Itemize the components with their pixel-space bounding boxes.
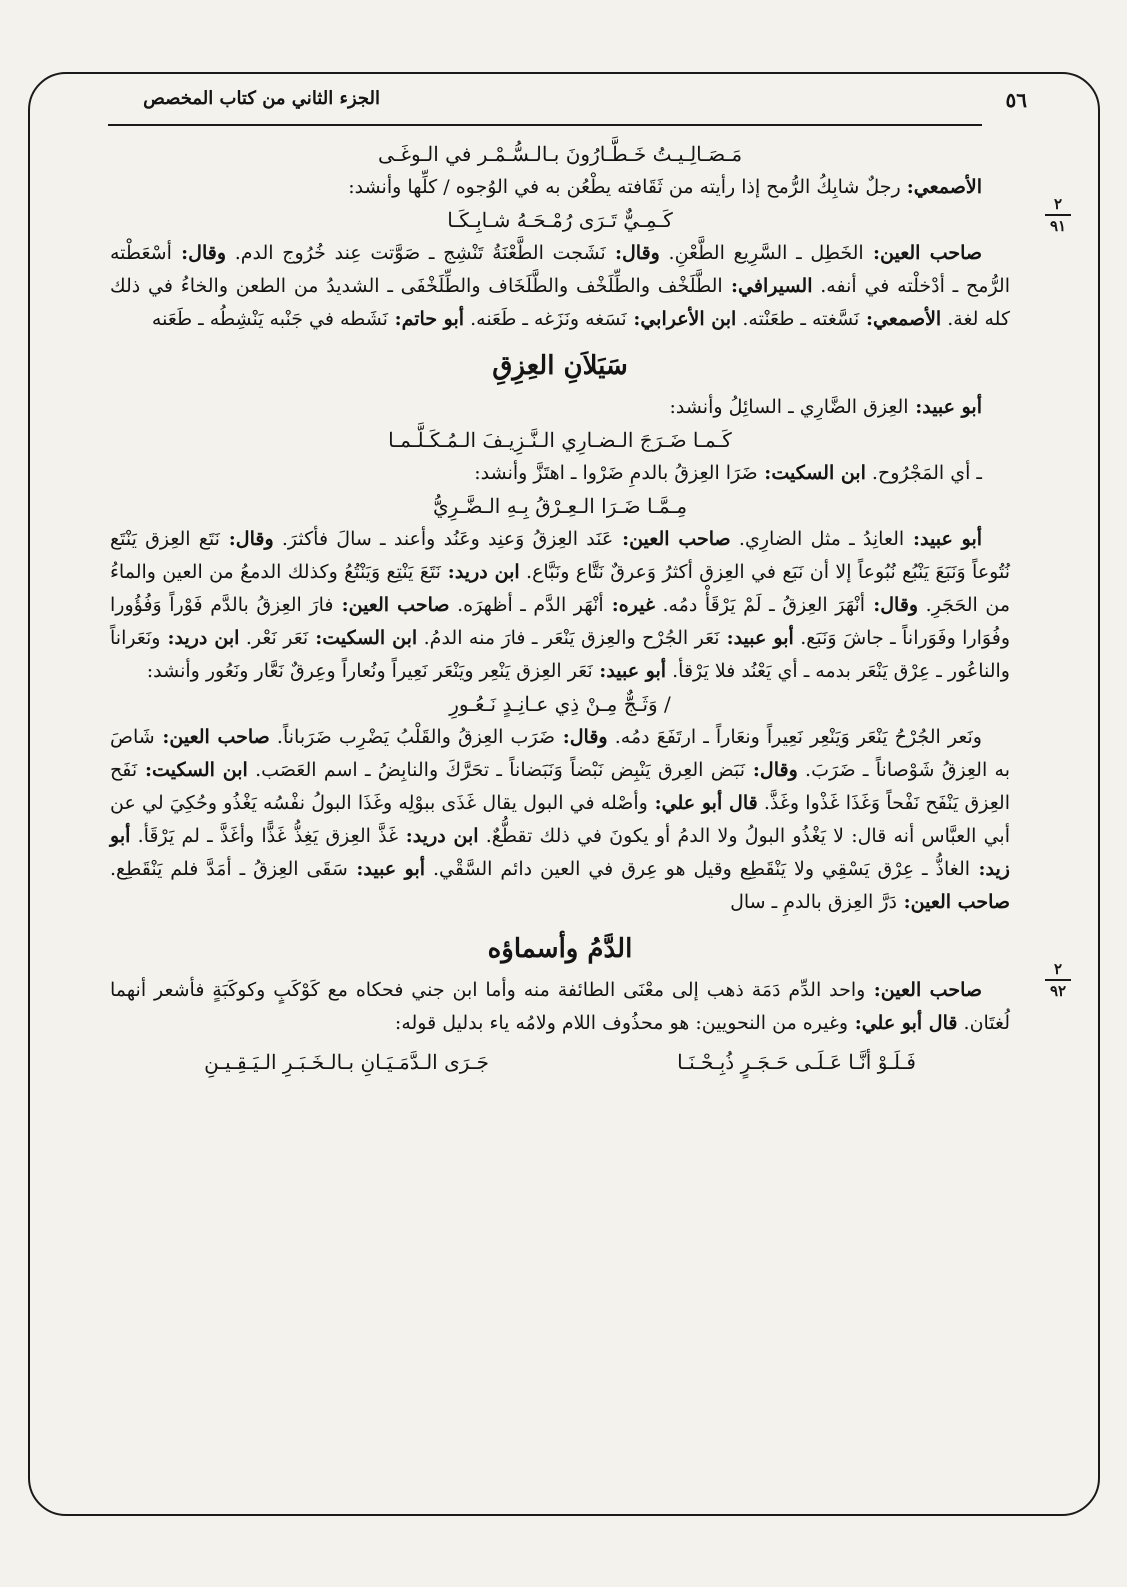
speaker-label: غيره: xyxy=(603,594,655,616)
paragraph-text: نَعَر العِزق يَنْعِر ويَنْعَر نَعِيراً ونُعاراً وعِرقٌ نَعَّار ونَعُور وأنشد: xyxy=(146,660,593,682)
paragraph-text: نَشَجت الطَّعْنَةُ تَنْشِج ـ صَوَّتت عِند خُرُوج الدم. xyxy=(226,242,606,264)
paragraph-text: فارَ العِزقُ بالدَّم فَوْراً وَفُؤُورا وفُوَارا وفَوَراناً ـ جاشَ وَنَبَع. xyxy=(110,594,1010,649)
verse-hemistich: جَـرَى الـدَّمَـيَـانِ بـالـخَـبَـرِ الـيَـقِـيـنِ xyxy=(204,1050,489,1074)
section-heading: الدَّمُ وأسماؤه xyxy=(487,934,633,964)
paragraph-text: ضَرَا العِزقُ بالدمِ ضَرْوا ـ اهتَزَّ وأنشد: xyxy=(474,462,758,484)
paragraph xyxy=(110,391,1010,424)
margin-reference-page: ٩١ xyxy=(1049,217,1067,235)
paragraph-text: نَتَعَ يَنْتِع وَيَنْتُعُ وكذلك الدمعُ من العين والماءُ من الحَجَرِ. xyxy=(110,561,1010,616)
paragraph-text: نَفَح العِزق يَنْفَح نَفْحاً وَغَذَا غَذْوا وغَذَّ. xyxy=(110,759,1010,814)
paragraph-text: ضَرَب العِزقُ والقَلْبُ يَضْرِب ضَرَباناً. xyxy=(269,726,556,748)
paragraph xyxy=(110,974,1010,1040)
speaker-label: ابن السكيت: xyxy=(137,759,248,781)
paragraph-text: سَقَى العِزقُ ـ أمَدَّ فلم يَنْقَطِع. xyxy=(110,858,348,880)
section-heading: سَيَلاَنِ العِزِقِ xyxy=(492,351,628,381)
speaker-label: الأصمعي: xyxy=(859,308,942,330)
speaker-label: وقال: xyxy=(219,528,274,550)
paragraph xyxy=(110,523,1010,688)
paragraph-text: الطَّلَخْف والطِّلَخْف والطَّلَخَاف والطِّلَخْفَى ـ الشديدُ من الطعن والخاءُ في ذلك كله لغة. xyxy=(110,275,1010,330)
speaker-label: أبو عبيد: xyxy=(908,396,982,418)
paragraph-text: دَرَّ العِزق بالدمِ ـ سال xyxy=(730,891,897,913)
margin-reference xyxy=(1038,196,1078,234)
verse-line: مِـمَّـا ضَـرَا الـعِـرْقُ بِـهِ الـضَّـرِيُّ xyxy=(432,494,688,518)
paragraph-text: ـ أي المَجْرُوح. xyxy=(865,462,982,484)
speaker-label: صاحب العين: xyxy=(154,726,270,748)
paragraph-text: وغيره من النحويين: هو محذُوف اللام ولامُه ياء بدليل قوله: xyxy=(394,1012,849,1034)
paragraph-text: وأصْله في البول يقال غَذَى ببوْلِه وغَذَا البولُ نفْسُه يَغْذُو وحُكِيَ لي عن أبي العبَّاس أنه قال: لا يَغْذُو البولُ ولا الدمُ أو يكونَ في ذلك تقطُّعٌ. xyxy=(110,792,1010,847)
speaker-label: ابن دريد: xyxy=(160,627,240,649)
paragraph-text: ونَعر الجُرْحُ يَنْعَر وَيَنْعِر نَعِيراً ونعَاراً ـ ارتَفَعَ دمُه. xyxy=(607,726,982,748)
speaker-label: ابن دريد: xyxy=(398,825,479,847)
page-body xyxy=(110,138,1010,1079)
paragraph-text: نَسَّغته ـ طعَنْته. xyxy=(736,308,860,330)
paragraph-text: الخَطِل ـ السَّرِيع الطَّعْنِ. xyxy=(659,242,864,264)
speaker-label: أبو عبيد: xyxy=(592,660,667,682)
speaker-label: ابن دريد: xyxy=(440,561,520,583)
paragraph-text: العِزق الضَّارِي ـ السائِلُ وأنشد: xyxy=(669,396,909,418)
header-rule xyxy=(108,124,982,126)
paragraph-text: نَسَغه ونَزَغه ـ طَعَنه. xyxy=(464,308,627,330)
speaker-label: وقال: xyxy=(555,726,608,748)
speaker-label: الأصمعي: xyxy=(906,176,982,198)
paragraph-text: العانِدُ ـ مثل الضارِي. xyxy=(730,528,905,550)
verse-line: كَـمـا ضَـرَجَ الـضـارِي الـنَّـزِيـفَ الـمُـكَـلَّـمـا xyxy=(388,428,732,452)
speaker-label: صاحب العين: xyxy=(863,242,983,264)
speaker-label: صاحب العين: xyxy=(897,891,1010,913)
speaker-label: صاحب العين: xyxy=(333,594,450,616)
margin-reference-volume: ٢ xyxy=(1053,960,1063,978)
paragraph-text: نَبَض العِرق يَنْبِض نَبْضاً وَنَبَضاناً ـ تحَرَّكَ والنابِضُ ـ اسم العَصَب. xyxy=(247,759,746,781)
paragraph-text: واحد الدِّم دَمَة ذهب إلى معْنَى الطائفة منه وأما ابن جني فحكاه مع كَوْكَبٍ وكوكَبَةٍ فأشعر أنهما لُغتَان. xyxy=(110,979,1010,1034)
speaker-label: وقال: xyxy=(171,242,227,264)
paragraph xyxy=(110,237,1010,336)
paragraph xyxy=(110,171,1010,204)
page-number: ٥٦ xyxy=(1005,88,1027,112)
margin-reference-volume: ٢ xyxy=(1053,195,1063,213)
paragraph-text: أنْهَرَ العِزقُ ـ لَمْ يَرْقَأْ دمُه. xyxy=(654,594,866,616)
margin-reference-page: ٩٢ xyxy=(1049,982,1067,1000)
paragraph-text: أسْعَطْته الرُّمح ـ أدْخلْته في أنفه. xyxy=(110,242,1010,297)
paragraph-text: الغاذُّ ـ عِرْق يَسْقِي ولا يَنْقَطِع وقيل هو عِرق في العين دائم السَّقْي. xyxy=(425,858,971,880)
speaker-label: ابن السكيت: xyxy=(757,462,866,484)
paragraph-text: نَعَر الجُرْح والعِزق يَنْعَر ـ فارَ منه الدمُ. xyxy=(417,627,720,649)
verse-line: كَـمِـيٌّ تَـرَى رُمْـحَـهُ شـابِـكَـا xyxy=(447,208,673,232)
paragraph-text: أنْهَر الدَّم ـ أظهرَه. xyxy=(449,594,604,616)
speaker-label: قال أبو علي: xyxy=(848,1012,958,1034)
speaker-label: قال أبو علي: xyxy=(647,792,758,814)
speaker-label: صاحب العين: xyxy=(613,528,731,550)
speaker-label: أبو عبيد: xyxy=(904,528,983,550)
margin-reference xyxy=(1038,961,1078,999)
speaker-label: أبو حاتم: xyxy=(387,308,465,330)
speaker-label: وقال: xyxy=(605,242,660,264)
paragraph-text: عَنَد العِزقُ وَعنِد وعَنُد وأعند ـ سالَ فأكثرَ. xyxy=(273,528,614,550)
speaker-label: السيرافي: xyxy=(722,275,813,297)
speaker-label: ابن السكيت: xyxy=(308,627,418,649)
verse-line: / وَثَـجٌّ مِـنْ ذِي عـانِـدٍ نَـعُـورِ xyxy=(449,692,671,716)
paragraph-text: نَتَع العِزق يَنْتَع نُتُوعاً وَنَبَعَ يَنْبُع نُبُوعاً إلا أن نَبَع في العِزق أكثرُ وَعرقٌ نَتَّاع ونَبَّاع. xyxy=(110,528,1011,583)
paragraph xyxy=(110,457,1010,490)
speaker-label: وقال: xyxy=(865,594,919,616)
verse-line: مَـصَـالِـيـتُ خَـطَّـارُونَ بـالـسُّـمْـر في الـوغَـى xyxy=(377,142,743,166)
verse-hemistich: فَـلَـوْ أنَّـا عَـلَـى حَـجَـرٍ ذُبِـحْـنَـا xyxy=(677,1050,916,1074)
speaker-label: ابن الأعرابي: xyxy=(626,308,737,330)
paragraph-text: شَاصَ به العِزقُ شَوْصاناً ـ ضَرَبَ. xyxy=(110,726,1010,781)
speaker-label: أبو عبيد: xyxy=(347,858,426,880)
paragraph xyxy=(110,721,1010,919)
running-title: الجزء الثاني من كتاب المخصص xyxy=(143,88,380,109)
speaker-label: صاحب العين: xyxy=(865,979,983,1001)
margin-reference-divider xyxy=(1045,214,1071,216)
paragraph-text: ونَعَراناً والناعُور ـ عِرْق يَنْعَر بدمه ـ أي يَعْنُد فلا يَرْقأ. xyxy=(110,627,1010,682)
speaker-label: أبو عبيد: xyxy=(719,627,794,649)
paragraph-text: غَذَّ العِزق يَغِذُّ غَذًّا وأغَذَّ ـ لم يَرْقَأ. xyxy=(130,825,399,847)
verse-couplet xyxy=(110,1046,1010,1079)
paragraph-text: نَعَر نَعْر. xyxy=(239,627,309,649)
paragraph-text: رجلٌ شابِكُ الرُّمح إذا رأيته من ثَقَافته يطْعُن به في الوُجوه / كلِّها وأنشد: xyxy=(348,176,901,198)
speaker-label: وقال: xyxy=(745,759,798,781)
margin-reference-divider xyxy=(1045,979,1071,981)
speaker-label: أبو زيد: xyxy=(110,825,1010,880)
paragraph-text: نَشَطه في جَنْبه يَنْشِطُه ـ طَعَنه xyxy=(151,308,388,330)
